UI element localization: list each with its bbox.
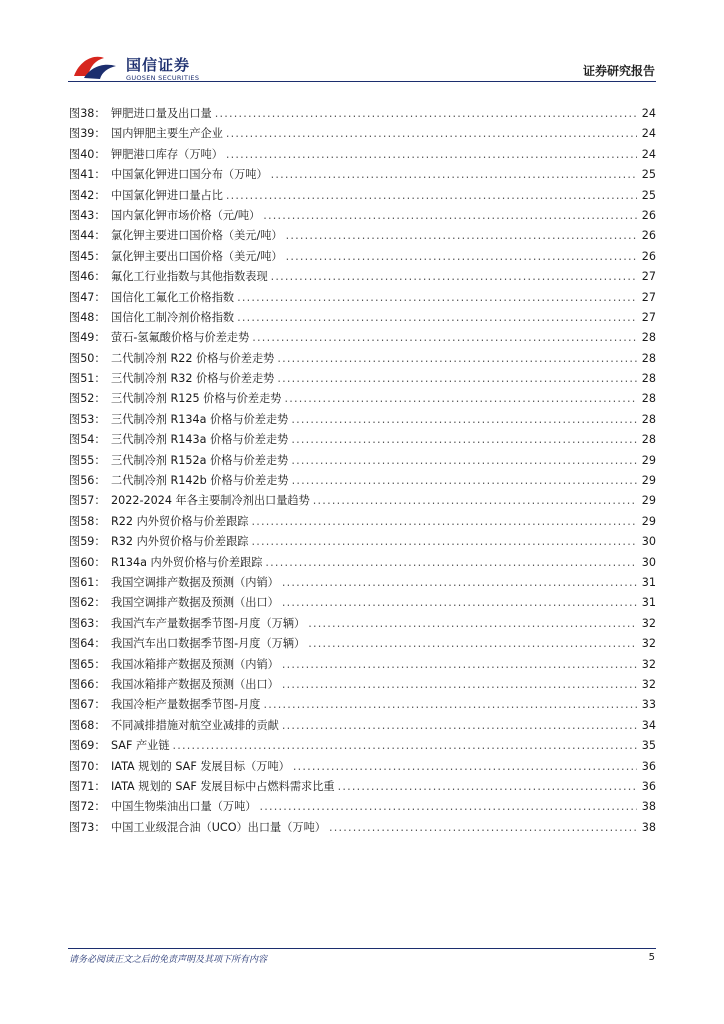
toc-page-number[interactable]: 24 (641, 107, 656, 120)
toc-figure-label: 图58： (69, 514, 106, 528)
toc-figure-label: 图48： (69, 310, 106, 324)
toc-entry[interactable] (69, 430, 656, 450)
toc-entry[interactable] (69, 471, 656, 491)
toc-page-number[interactable]: 28 (641, 331, 656, 345)
toc-page-number[interactable]: 24 (641, 147, 656, 161)
toc-page-number[interactable]: 25 (641, 168, 656, 182)
toc-page-number[interactable]: 32 (641, 677, 656, 691)
toc-dot-leader (292, 471, 637, 491)
toc-figure-title[interactable]: 三代制冷剂 R32 价格与价差走势 (111, 372, 275, 386)
toc-figure-title[interactable]: 氯化钾主要出口国价格（美元/吨） (111, 249, 283, 263)
toc-page-number[interactable]: 26 (641, 208, 656, 222)
toc-figure-title[interactable]: 2022-2024 年各主要制冷剂出口量趋势 (111, 494, 310, 508)
toc-page-number[interactable]: 38 (641, 800, 656, 814)
toc-figure-label: 图49： (69, 331, 106, 345)
toc-page-number[interactable]: 30 (641, 535, 656, 549)
toc-page-number[interactable]: 27 (641, 310, 656, 324)
toc-figure-label: 图62： (69, 596, 106, 610)
toc-figure-title[interactable]: 我国冷柜产量数据季节图-月度 (111, 698, 261, 712)
toc-dot-leader (277, 349, 637, 369)
toc-figure-label: 图56： (69, 474, 106, 488)
toc-entry[interactable] (69, 675, 656, 695)
toc-page-number[interactable]: 36 (641, 759, 656, 773)
toc-figure-label: 图60： (69, 555, 106, 569)
toc-figure-title[interactable]: 三代制冷剂 R152a 价格与价差走势 (111, 453, 289, 467)
toc-figure-title[interactable]: 国内钾肥主要生产企业 (111, 127, 223, 141)
toc-entry[interactable] (69, 532, 656, 552)
toc-figure-label: 图64： (69, 637, 106, 651)
toc-figure-title[interactable]: R32 内外贸价格与价差跟踪 (111, 535, 249, 549)
toc-dot-leader (226, 124, 637, 144)
toc-figure-label: 图42： (69, 188, 106, 202)
toc-figure-title[interactable]: R22 内外贸价格与价差跟踪 (111, 514, 249, 528)
toc-figure-title[interactable]: 二代制冷剂 R22 价格与价差走势 (111, 351, 275, 365)
toc-dot-leader (293, 757, 637, 777)
toc-dot-leader (282, 593, 637, 613)
toc-figure-label: 图52： (69, 392, 106, 406)
toc-figure-label: 图59： (69, 535, 106, 549)
toc-figure-title[interactable]: 氟化工行业指数与其他指数表现 (111, 270, 268, 284)
logo-chinese-name: 国信证券 (126, 56, 191, 74)
toc-figure-label: 图50： (69, 351, 106, 365)
toc-figure-label: 图45： (69, 249, 106, 263)
toc-figure-title[interactable]: SAF 产业链 (111, 739, 170, 753)
figure-index-list (69, 104, 656, 838)
toc-dot-leader (271, 267, 637, 287)
toc-entry[interactable] (69, 124, 656, 144)
toc-entry[interactable] (69, 349, 656, 369)
toc-page-number[interactable]: 28 (641, 351, 656, 365)
toc-dot-leader (263, 695, 637, 715)
toc-page-number[interactable]: 26 (641, 249, 656, 263)
toc-figure-label: 图54： (69, 433, 106, 447)
toc-figure-label: 图51： (69, 372, 106, 386)
toc-figure-title[interactable]: 中国工业级混合油（UCO）出口量（万吨） (111, 820, 326, 834)
toc-page-number[interactable]: 27 (641, 270, 656, 284)
toc-dot-leader (251, 532, 637, 552)
toc-figure-label: 图73： (69, 820, 106, 834)
toc-figure-label: 图61： (69, 575, 106, 589)
toc-figure-label: 图55： (69, 453, 106, 467)
toc-dot-leader (282, 675, 637, 695)
toc-page-number[interactable]: 32 (641, 657, 656, 671)
toc-page-number[interactable]: 30 (641, 555, 656, 569)
toc-page-number[interactable]: 28 (641, 433, 656, 447)
toc-dot-leader (259, 797, 637, 817)
toc-entry[interactable] (69, 655, 656, 675)
toc-entry[interactable] (69, 614, 656, 634)
toc-figure-title[interactable]: 钾肥进口量及出口量 (111, 107, 212, 120)
toc-entry[interactable] (69, 267, 656, 287)
toc-entry[interactable] (69, 206, 656, 226)
toc-entry[interactable] (69, 451, 656, 471)
toc-entry[interactable] (69, 573, 656, 593)
toc-figure-label: 图66： (69, 677, 106, 691)
toc-dot-leader (282, 655, 637, 675)
toc-entry[interactable] (69, 308, 656, 328)
toc-figure-title[interactable]: 我国汽车产量数据季节图-月度（万辆） (111, 616, 306, 630)
toc-page-number[interactable]: 28 (641, 392, 656, 406)
toc-figure-title[interactable]: 我国汽车出口数据季节图-月度（万辆） (111, 637, 306, 651)
toc-dot-leader (308, 634, 637, 654)
toc-figure-title[interactable]: 我国冰箱排产数据及预测（内销） (111, 657, 279, 671)
toc-dot-leader (277, 369, 637, 389)
toc-figure-label: 图63： (69, 616, 106, 630)
toc-page-number[interactable]: 35 (641, 739, 656, 753)
toc-figure-title[interactable]: 我国空调排产数据及预测（出口） (111, 596, 279, 610)
toc-figure-title[interactable]: 三代制冷剂 R143a 价格与价差走势 (111, 433, 289, 447)
toc-figure-label: 图68： (69, 718, 106, 732)
toc-entry[interactable] (69, 553, 656, 573)
toc-page-number[interactable]: 31 (641, 575, 656, 589)
toc-dot-leader (237, 308, 637, 328)
toc-dot-leader (265, 553, 637, 573)
toc-entry[interactable] (69, 186, 656, 206)
toc-dot-leader (291, 430, 637, 450)
toc-page-number[interactable]: 25 (641, 188, 656, 202)
toc-dot-leader (282, 716, 637, 736)
toc-dot-leader (338, 777, 637, 797)
toc-figure-title[interactable]: 国信化工氟化工价格指数 (111, 290, 235, 304)
toc-figure-title[interactable]: 钾肥港口库存（万吨） (111, 147, 223, 161)
toc-entry[interactable] (69, 593, 656, 613)
toc-entry[interactable] (69, 369, 656, 389)
toc-figure-title[interactable]: IATA 规划的 SAF 发展目标（万吨） (111, 759, 290, 773)
toc-page-number[interactable]: 29 (641, 453, 656, 467)
page-header (0, 0, 724, 90)
toc-entry[interactable] (69, 736, 656, 756)
toc-figure-label: 图67： (69, 698, 106, 712)
toc-dot-leader (237, 288, 637, 308)
toc-page-number[interactable]: 26 (641, 229, 656, 243)
toc-dot-leader (285, 389, 638, 409)
toc-entry[interactable] (69, 389, 656, 409)
toc-entry[interactable] (69, 410, 656, 430)
toc-entry[interactable] (69, 328, 656, 348)
toc-figure-title[interactable]: 国内氯化钾市场价格（元/吨） (111, 208, 261, 222)
toc-dot-leader (226, 186, 637, 206)
toc-page-number[interactable]: 27 (641, 290, 656, 304)
footer-disclaimer: 请务必阅读正文之后的免责声明及其项下所有内容 (69, 955, 268, 965)
toc-figure-title[interactable]: 我国冰箱排产数据及预测（出口） (111, 677, 279, 691)
toc-entry[interactable] (69, 288, 656, 308)
toc-page-number[interactable]: 28 (641, 372, 656, 386)
toc-entry[interactable] (69, 797, 656, 817)
toc-dot-leader (252, 328, 637, 348)
toc-entry[interactable] (69, 104, 656, 124)
toc-page-number[interactable]: 38 (641, 820, 656, 834)
toc-entry[interactable] (69, 226, 656, 246)
toc-entry[interactable] (69, 777, 656, 797)
toc-dot-leader (286, 247, 637, 267)
toc-figure-label: 图43： (69, 208, 106, 222)
toc-page-number[interactable]: 29 (641, 494, 656, 508)
toc-figure-title[interactable]: 中国氯化钾进口量占比 (111, 188, 223, 202)
toc-figure-title[interactable]: 中国氯化钾进口国分布（万吨） (111, 168, 268, 182)
toc-figure-title[interactable]: IATA 规划的 SAF 发展目标中占燃料需求比重 (111, 779, 335, 793)
toc-entry[interactable] (69, 145, 656, 165)
toc-figure-label: 图72： (69, 800, 106, 814)
toc-page-number[interactable]: 32 (641, 616, 656, 630)
toc-entry[interactable] (69, 491, 656, 511)
toc-dot-leader (282, 573, 637, 593)
toc-figure-label: 图65： (69, 657, 106, 671)
toc-page-number[interactable]: 34 (641, 718, 656, 732)
toc-dot-leader (308, 614, 637, 634)
toc-dot-leader (226, 145, 637, 165)
toc-figure-title[interactable]: 中国生物柴油出口量（万吨） (111, 800, 257, 814)
toc-dot-leader (173, 736, 637, 756)
toc-figure-label: 图40： (69, 147, 106, 161)
toc-dot-leader (263, 206, 637, 226)
toc-figure-label: 图47： (69, 290, 106, 304)
toc-entry[interactable] (69, 818, 656, 838)
toc-page-number[interactable]: 29 (641, 474, 656, 488)
toc-figure-title[interactable]: 三代制冷剂 R134a 价格与价差走势 (111, 412, 289, 426)
guosen-logo-mark-icon (70, 52, 122, 82)
toc-dot-leader (251, 512, 637, 532)
toc-figure-title[interactable]: 我国空调排产数据及预测（内销） (111, 575, 279, 589)
header-divider (68, 81, 656, 82)
toc-figure-label: 图38： (69, 107, 106, 120)
toc-figure-title[interactable]: 不同减排措施对航空业减排的贡献 (111, 718, 279, 732)
toc-figure-label: 图71： (69, 779, 106, 793)
toc-dot-leader (313, 491, 637, 511)
toc-figure-label: 图41： (69, 168, 106, 182)
toc-page-number[interactable]: 29 (641, 514, 656, 528)
footer-divider (68, 948, 656, 949)
toc-figure-label: 图39： (69, 127, 106, 141)
toc-page-number[interactable]: 31 (641, 596, 656, 610)
toc-figure-label: 图44： (69, 229, 106, 243)
toc-dot-leader (329, 818, 637, 838)
toc-figure-title[interactable]: R134a 内外贸价格与价差跟踪 (111, 555, 263, 569)
toc-entry[interactable] (69, 247, 656, 267)
toc-dot-leader (286, 226, 637, 246)
toc-figure-title[interactable]: 三代制冷剂 R125 价格与价差走势 (111, 392, 282, 406)
page-number: 5 (648, 952, 655, 963)
toc-page-number[interactable]: 24 (641, 127, 656, 141)
toc-entry[interactable] (69, 165, 656, 185)
toc-figure-label: 图57： (69, 494, 106, 508)
toc-figure-title[interactable]: 二代制冷剂 R142b 价格与价差走势 (111, 474, 289, 488)
logo-english-name: GUOSEN SECURITIES (126, 74, 200, 82)
toc-dot-leader (215, 104, 637, 124)
toc-page-number[interactable]: 33 (641, 698, 656, 712)
toc-figure-label: 图70： (69, 759, 106, 773)
toc-entry[interactable] (69, 634, 656, 654)
toc-dot-leader (291, 410, 637, 430)
report-type-label: 证券研究报告 (582, 64, 655, 78)
toc-entry[interactable] (69, 512, 656, 532)
toc-dot-leader (271, 165, 637, 185)
toc-entry[interactable] (69, 695, 656, 715)
toc-figure-label: 图53： (69, 412, 106, 426)
toc-figure-label: 图69： (69, 739, 106, 753)
toc-entry[interactable] (69, 757, 656, 777)
toc-figure-title[interactable]: 国信化工制冷剂价格指数 (111, 310, 235, 324)
toc-figure-title[interactable]: 萤石-氢氟酸价格与价差走势 (111, 331, 250, 345)
toc-figure-label: 图46： (69, 270, 106, 284)
toc-page-number[interactable]: 28 (641, 412, 656, 426)
toc-page-number[interactable]: 36 (641, 779, 656, 793)
toc-figure-title[interactable]: 氯化钾主要进口国价格（美元/吨） (111, 229, 283, 243)
toc-page-number[interactable]: 32 (641, 637, 656, 651)
toc-entry[interactable] (69, 716, 656, 736)
toc-dot-leader (291, 451, 637, 471)
